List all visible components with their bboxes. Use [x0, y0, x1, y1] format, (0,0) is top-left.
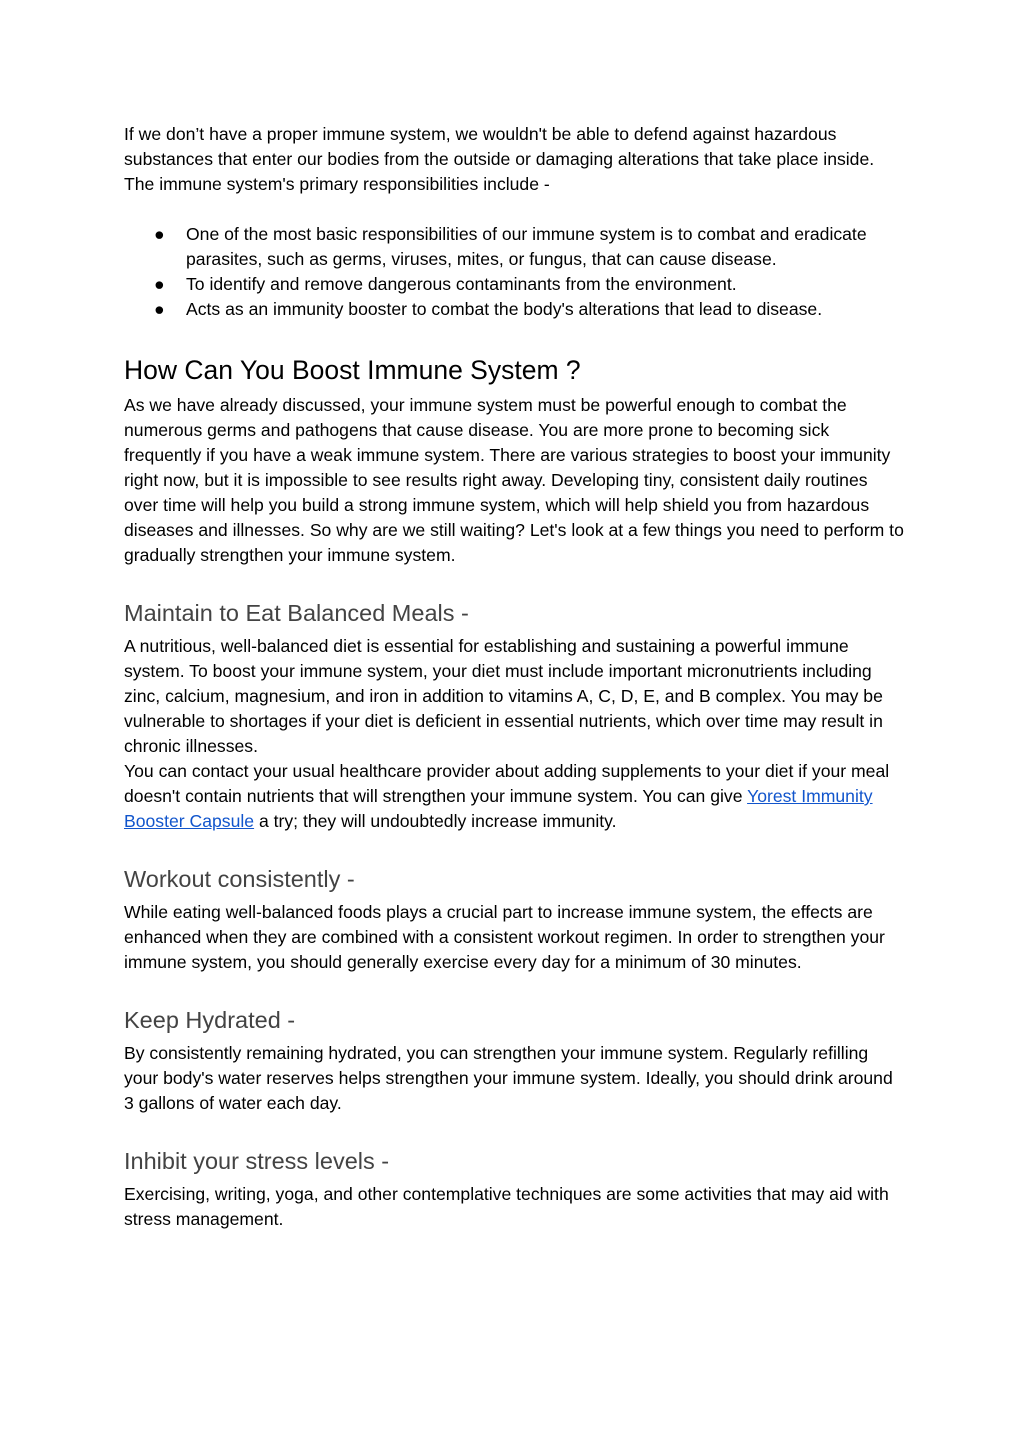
product-link[interactable]: Yorest Immunity Booster Capsule: [124, 786, 873, 831]
meals-supplement-paragraph: [124, 759, 904, 834]
list-item: [124, 272, 904, 297]
list-item: [124, 297, 904, 322]
bullet-icon: ●: [154, 299, 165, 319]
intro-paragraph: If we don’t have a proper immune system, we wouldn't be able to defend against hazardous substances that enter our bodies from the outside or damaging alterations that take place inside. The immune system's primary responsibilities include -: [124, 124, 875, 194]
list-item-text: To identify and remove dangerous contaminants from the environment.: [186, 274, 737, 294]
meals-heading: Maintain to Eat Balanced Meals -: [124, 600, 469, 626]
meals-paragraph: A nutritious, well-balanced diet is essential for establishing and sustaining a powerful immune system. To boost your immune system, your diet must include important micronutrients including zinc, calcium, magnesium, and iron in addition to vitamins A, C, D, E, and B complex. You may be vulnerable to shortages if your diet is deficient in essential nutrients, which over time may result in chronic illnesses.: [124, 636, 883, 756]
workout-paragraph: While eating well-balanced foods plays a crucial part to increase immune system, the effects are enhanced when they are combined with a consistent workout regimen. In order to strengthen your immune system, you should generally exercise every day for a minimum of 30 minutes.: [124, 902, 885, 972]
stress-heading: Inhibit your stress levels -: [124, 1148, 390, 1174]
main-paragraph: As we have already discussed, your immune system must be powerful enough to combat the numerous germs and pathogens that cause disease. You are more prone to becoming sick frequently if you have a weak immune system. There are various strategies to boost your immunity right now, but it is impossible to see results right away. Developing tiny, consistent daily routines over time will help you build a strong immune system, which will help shield you from hazardous diseases and illnesses. So why are we still waiting? Let's look at a few things you need to perform to gradually strengthen your immune system.: [124, 395, 904, 565]
document-page: [124, 122, 904, 1232]
stress-paragraph: Exercising, writing, yoga, and other contemplative techniques are some activities that may aid with stress management.: [124, 1184, 889, 1229]
list-item-text: Acts as an immunity booster to combat the body's alterations that lead to disease.: [186, 299, 823, 319]
list-item-text: One of the most basic responsibilities of our immune system is to combat and eradicate parasites, such as germs, viruses, mites, or fungus, that can cause disease.: [186, 224, 867, 269]
list-item: [124, 222, 904, 272]
main-heading: How Can You Boost Immune System ?: [124, 355, 581, 385]
workout-heading: Workout consistently -: [124, 866, 355, 892]
bullet-icon: ●: [154, 224, 165, 244]
supplement-text-before: You can contact your usual healthcare provider about adding supplements to your diet if your meal doesn't contain nutrients that will strengthen your immune system. You can give: [124, 761, 890, 806]
bullet-icon: ●: [154, 274, 165, 294]
hydrated-heading: Keep Hydrated -: [124, 1007, 296, 1033]
supplement-text-after: a try; they will undoubtedly increase immunity.: [254, 811, 617, 831]
hydrated-paragraph: By consistently remaining hydrated, you can strengthen your immune system. Regularly refilling your body's water reserves helps strengthen your immune system. Ideally, you should drink around 3 gallons of water each day.: [124, 1043, 893, 1113]
responsibilities-list: [124, 222, 904, 322]
